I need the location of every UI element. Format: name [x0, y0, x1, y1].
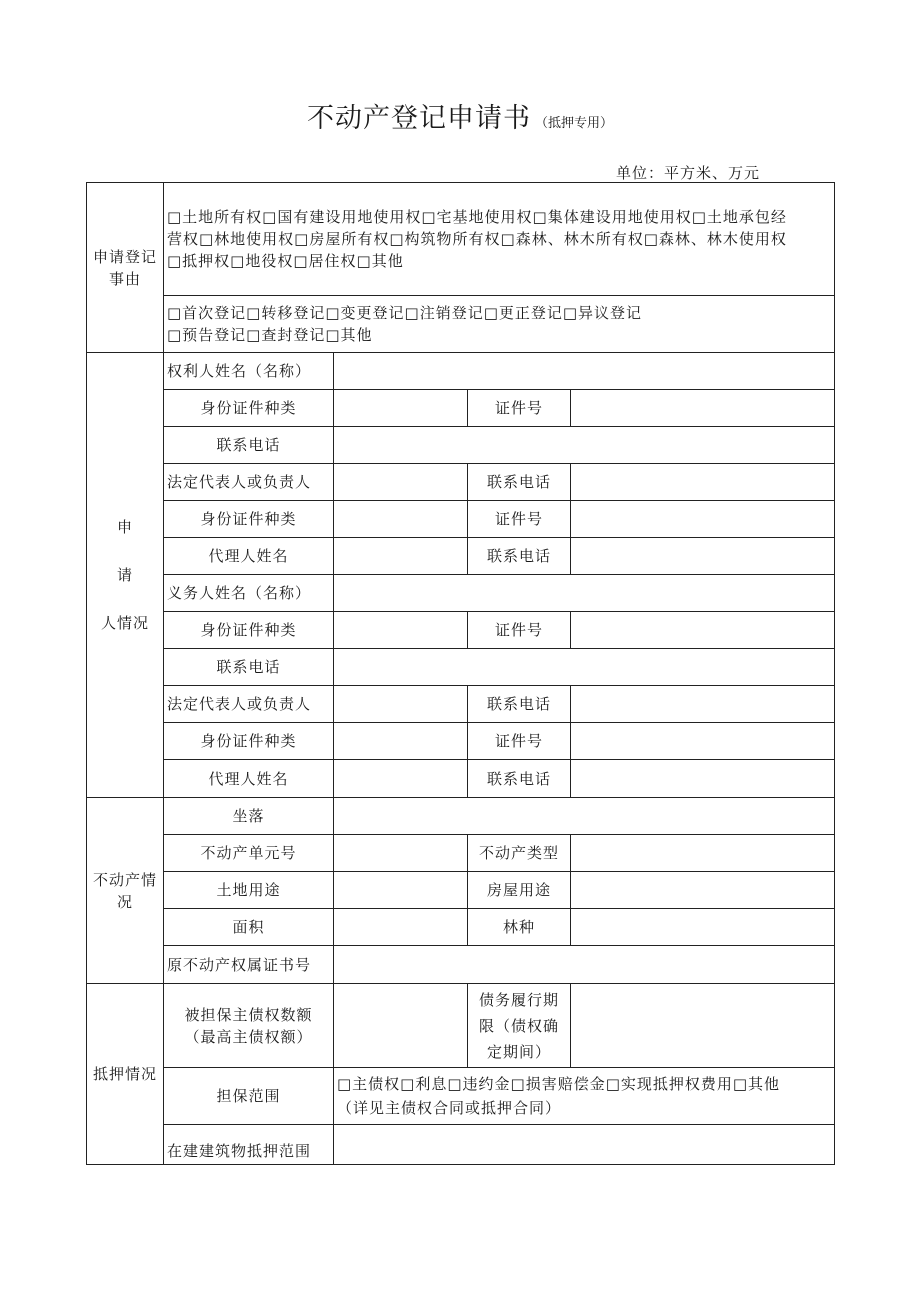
guarantee-options-line-2: （详见主债权合同或抵押合同）	[337, 1099, 562, 1117]
building-scope-label: 在建建筑物抵押范围	[164, 1125, 334, 1165]
obligor-phone-label: 联系电话	[164, 649, 334, 686]
right-holder-rep-id-no-field[interactable]	[571, 501, 835, 538]
debt-amount-field[interactable]	[334, 984, 468, 1068]
obligor-legal-rep-phone-field[interactable]	[571, 686, 835, 723]
debt-period-line-3: 定期间）	[486, 1042, 551, 1061]
form-title-block	[0, 96, 920, 135]
obligor-phone-field[interactable]	[334, 649, 835, 686]
land-use-field[interactable]	[334, 872, 468, 909]
land-use-label: 土地用途	[164, 872, 334, 909]
section-mortgage-label: 抵押情况	[87, 984, 164, 1165]
obligor-rep-id-no-field[interactable]	[571, 723, 835, 760]
house-use-field[interactable]	[571, 872, 835, 909]
obligor-legal-rep-label: 法定代表人或负责人	[164, 686, 334, 723]
obligor-rep-id-no-label: 证件号	[468, 723, 571, 760]
property-type-field[interactable]	[571, 835, 835, 872]
guarantee-options-line-1: □主债权□利息□违约金□损害赔偿金□实现抵押权费用□其他	[337, 1075, 781, 1093]
right-holder-name-label: 权利人姓名（名称）	[164, 353, 334, 390]
obligor-legal-rep-field[interactable]	[334, 686, 468, 723]
right-holder-phone-field[interactable]	[334, 427, 835, 464]
debt-amount-label	[164, 984, 334, 1068]
rights-line-2: 营权□林地使用权□房屋所有权□构筑物所有权□森林、林木所有权□森林、林木使用权	[167, 230, 787, 248]
applicant-label-3: 人情况	[100, 614, 149, 632]
right-holder-legal-rep-phone-label: 联系电话	[468, 464, 571, 501]
registration-type-options[interactable]	[164, 296, 835, 353]
right-holder-id-no-field[interactable]	[571, 390, 835, 427]
obligor-id-type-field[interactable]	[334, 612, 468, 649]
obligor-agent-label: 代理人姓名	[164, 760, 334, 798]
right-holder-id-no-label: 证件号	[468, 390, 571, 427]
location-label: 坐落	[164, 798, 334, 835]
area-label: 面积	[164, 909, 334, 946]
rights-line-3: □抵押权□地役权□居住权□其他	[167, 252, 404, 270]
form-title: 不动产登记申请书	[306, 103, 531, 134]
obligor-id-type-label: 身份证件种类	[164, 612, 334, 649]
right-holder-legal-rep-label: 法定代表人或负责人	[164, 464, 334, 501]
debt-period-line-1: 债务履行期	[478, 990, 559, 1009]
obligor-agent-field[interactable]	[334, 760, 468, 798]
right-holder-rep-id-type-label: 身份证件种类	[164, 501, 334, 538]
application-form-table	[86, 182, 835, 1165]
right-holder-id-type-label: 身份证件种类	[164, 390, 334, 427]
property-type-label: 不动产类型	[468, 835, 571, 872]
obligor-legal-rep-phone-label: 联系电话	[468, 686, 571, 723]
obligor-id-no-label: 证件号	[468, 612, 571, 649]
unit-no-label: 不动产单元号	[164, 835, 334, 872]
right-holder-name-field[interactable]	[334, 353, 835, 390]
right-holder-agent-field[interactable]	[334, 538, 468, 575]
section-applicant-label	[87, 353, 164, 798]
orig-cert-no-label: 原不动产权属证书号	[164, 946, 334, 984]
right-holder-rep-id-type-field[interactable]	[334, 501, 468, 538]
type-line-1: □首次登记□转移登记□变更登记□注销登记□更正登记□异议登记	[167, 304, 643, 322]
forest-type-label: 林种	[468, 909, 571, 946]
right-holder-legal-rep-phone-field[interactable]	[571, 464, 835, 501]
right-holder-legal-rep-field[interactable]	[334, 464, 468, 501]
forest-type-field[interactable]	[571, 909, 835, 946]
applicant-label-2: 请	[116, 566, 133, 584]
obligor-agent-phone-label: 联系电话	[468, 760, 571, 798]
right-holder-rep-id-no-label: 证件号	[468, 501, 571, 538]
right-holder-agent-phone-field[interactable]	[571, 538, 835, 575]
obligor-rep-id-type-field[interactable]	[334, 723, 468, 760]
location-field[interactable]	[334, 798, 835, 835]
right-holder-agent-phone-label: 联系电话	[468, 538, 571, 575]
unit-note: 单位：平方米、万元	[616, 164, 761, 182]
type-line-2: □预告登记□查封登记□其他	[167, 326, 373, 344]
right-holder-id-type-field[interactable]	[334, 390, 468, 427]
registration-rights-options[interactable]	[164, 183, 835, 296]
obligor-id-no-field[interactable]	[571, 612, 835, 649]
section-registration-label: 申请登记事由	[87, 183, 164, 353]
area-field[interactable]	[334, 909, 468, 946]
obligor-agent-phone-field[interactable]	[571, 760, 835, 798]
debt-period-label	[468, 984, 571, 1068]
applicant-label-1: 申	[116, 518, 133, 536]
debt-amount-line-1: 被担保主债权数额	[184, 1005, 313, 1024]
form-subtitle: （抵押专用）	[534, 116, 613, 131]
debt-period-field[interactable]	[571, 984, 835, 1068]
orig-cert-no-field[interactable]	[334, 946, 835, 984]
debt-amount-line-2: （最高主债权额）	[184, 1027, 313, 1046]
debt-period-line-2: 限（债权确	[478, 1016, 559, 1035]
obligor-name-field[interactable]	[334, 575, 835, 612]
obligor-name-label: 义务人姓名（名称）	[164, 575, 334, 612]
rights-line-1: □土地所有权□国有建设用地使用权□宅基地使用权□集体建设用地使用权□土地承包经	[167, 208, 787, 226]
unit-no-field[interactable]	[334, 835, 468, 872]
building-scope-field[interactable]	[334, 1125, 835, 1165]
guarantee-scope-options[interactable]	[334, 1068, 835, 1125]
guarantee-scope-label: 担保范围	[164, 1068, 334, 1125]
section-property-label: 不动产情况	[87, 798, 164, 984]
right-holder-agent-label: 代理人姓名	[164, 538, 334, 575]
right-holder-phone-label: 联系电话	[164, 427, 334, 464]
house-use-label: 房屋用途	[468, 872, 571, 909]
obligor-rep-id-type-label: 身份证件种类	[164, 723, 334, 760]
